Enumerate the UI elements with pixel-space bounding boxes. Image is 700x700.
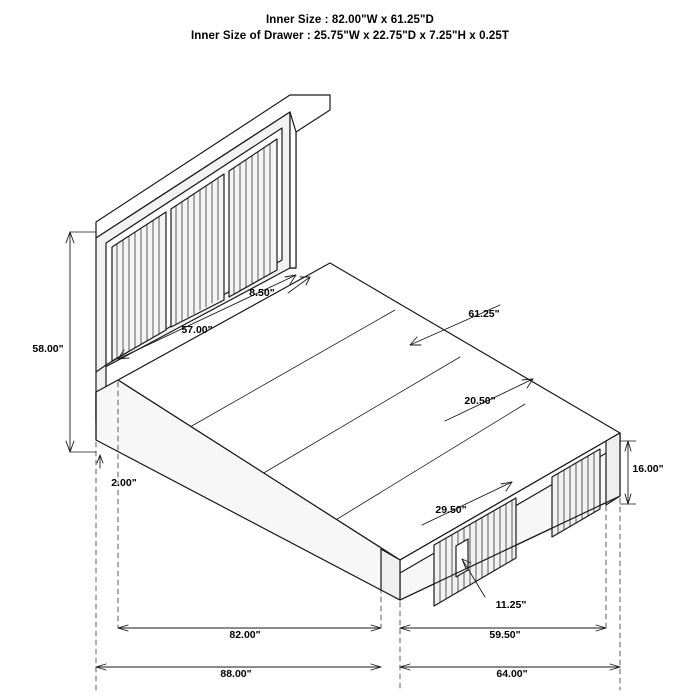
label-rail-thickness: 2.00" [111,477,137,489]
label-headboard-width: 57.00" [181,324,213,336]
inner-size-note: Inner Size : 82.00"W x 61.25"D [266,14,434,26]
label-drawer-width: 29.50" [435,504,467,516]
inner-drawer-size-note: Inner Size of Drawer : 25.75"W x 22.75"D x 7.25"H x 0.25T [190,30,509,42]
label-inner-width: 82.00" [229,629,261,641]
label-mattress-depth: 61.25" [468,308,500,320]
label-post-width: 8.50" [249,287,275,299]
label-overall-width: 88.00" [220,668,252,680]
label-overall-depth: 64.00" [496,668,528,680]
label-mattress-side: 20.50" [464,395,496,407]
label-footboard-height: 16.00" [632,463,664,475]
label-drawer-handle: 11.25" [495,599,527,611]
label-inner-depth: 59.50" [489,629,521,641]
label-headboard-height: 58.00" [32,343,64,355]
